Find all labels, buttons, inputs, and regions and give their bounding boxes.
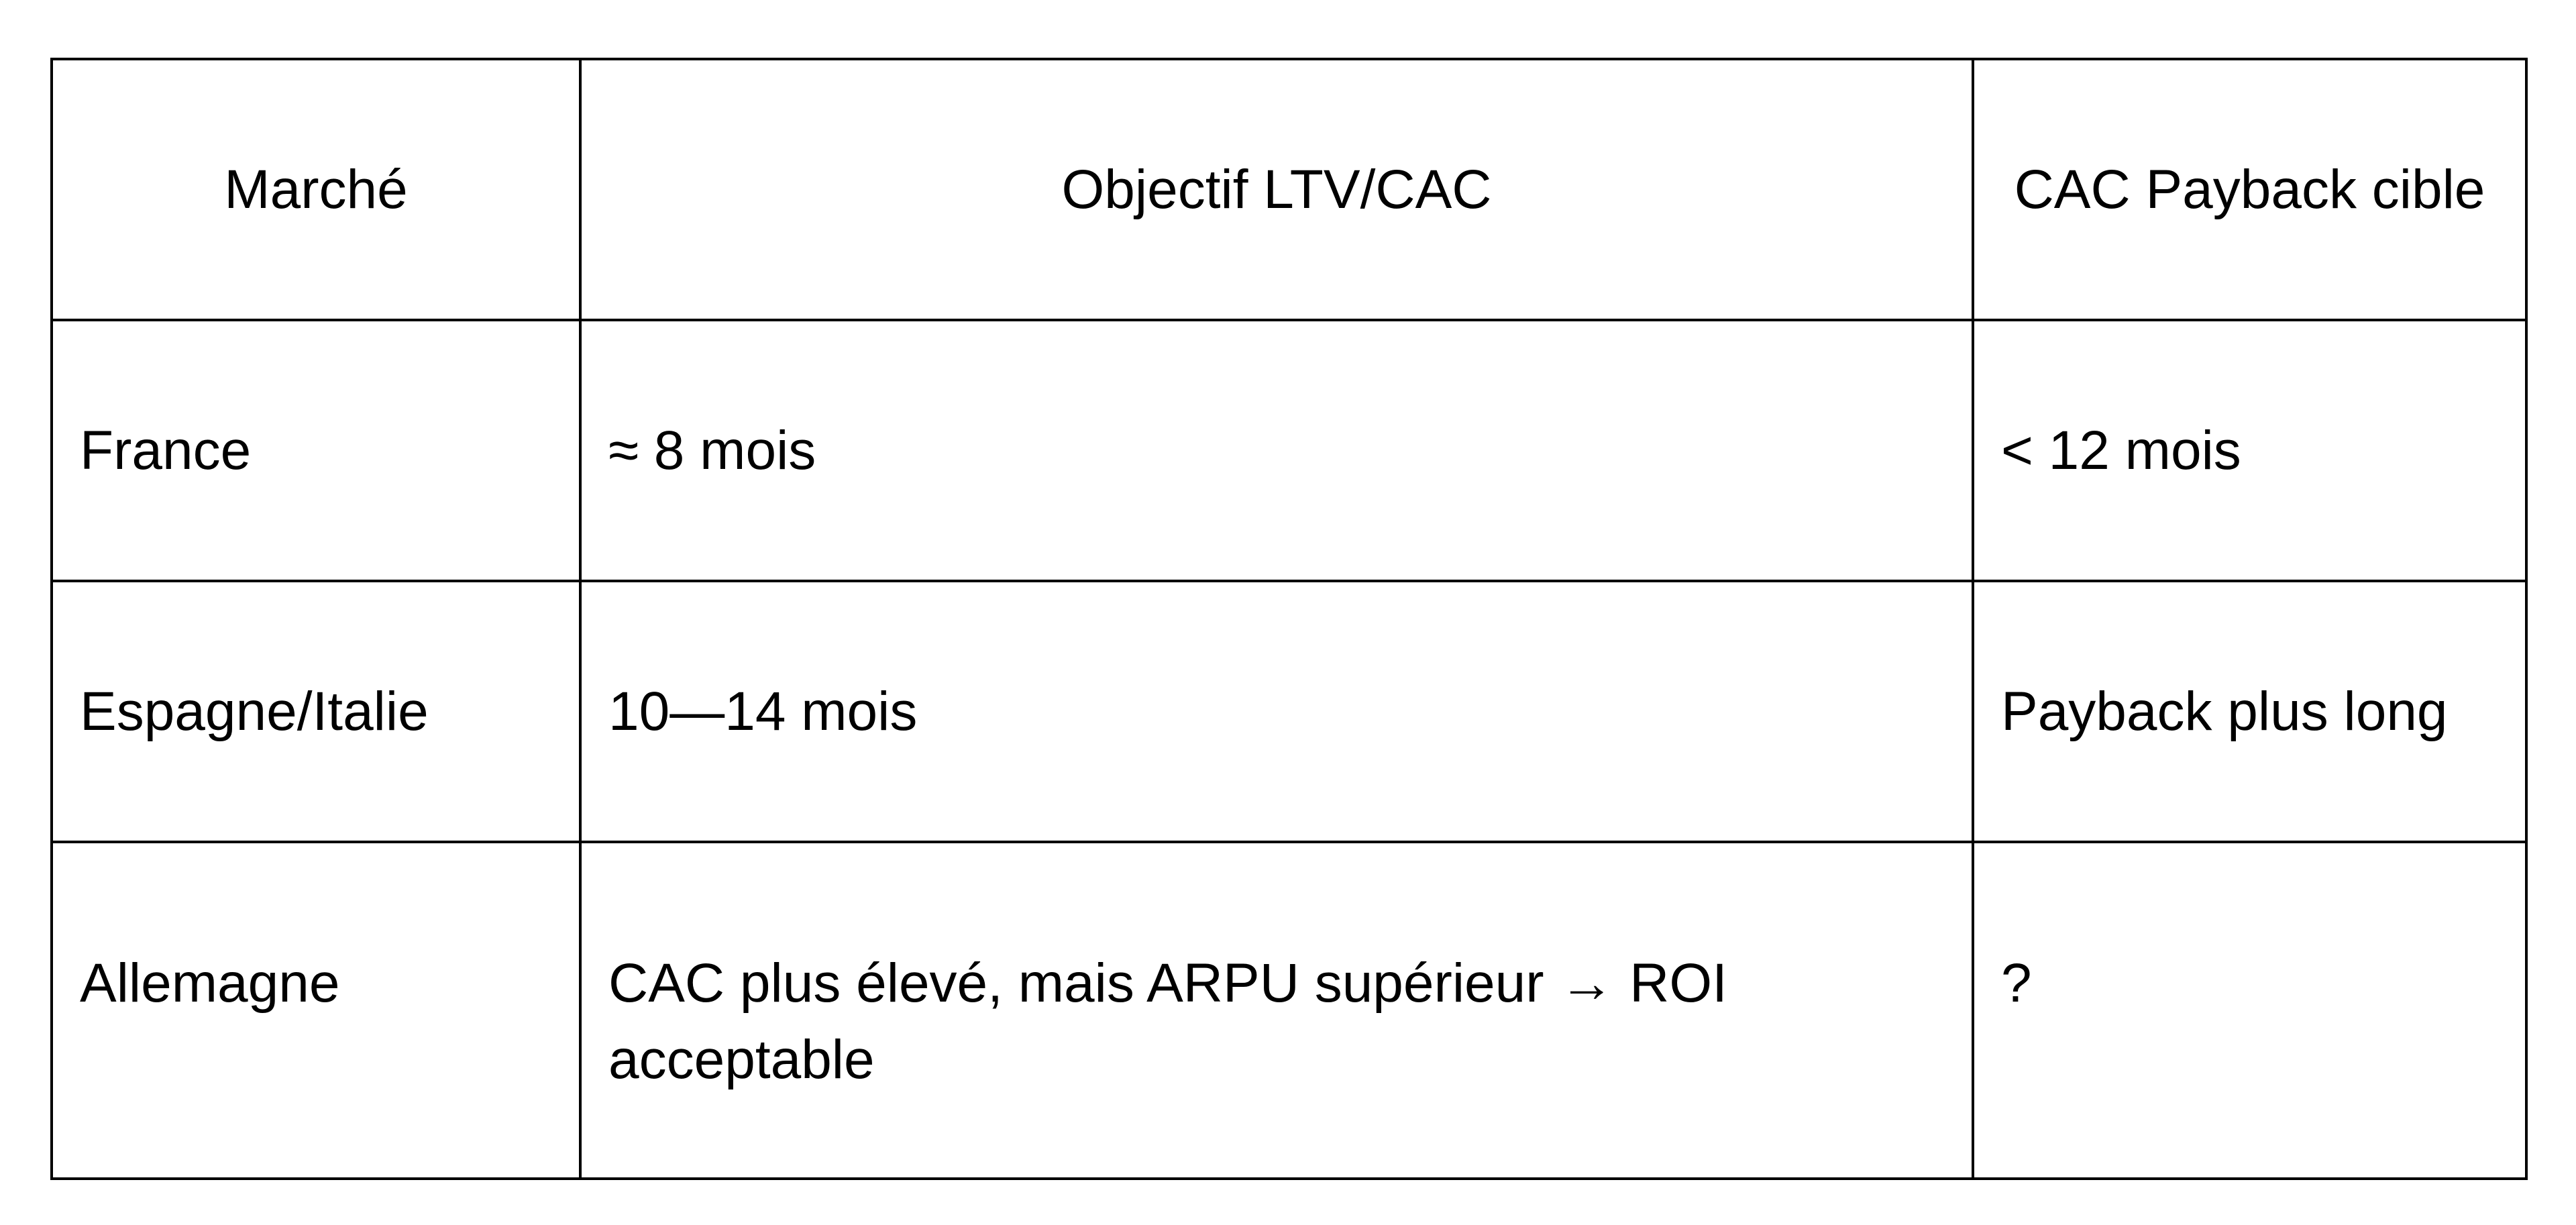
cell-ltv-cac: ≈ 8 mois	[580, 320, 1973, 581]
cell-payback: ?	[1973, 842, 2526, 1179]
cell-market: France	[52, 320, 580, 581]
comparison-table-container	[50, 58, 2528, 1180]
market-comparison-table	[50, 58, 2528, 1180]
table-row	[52, 581, 2526, 842]
table-row	[52, 320, 2526, 581]
header-market: Marché	[52, 59, 580, 320]
cell-ltv-cac: CAC plus élevé, mais ARPU supérieur → ROI acceptable	[580, 842, 1973, 1179]
cell-market: Allemagne	[52, 842, 580, 1179]
cell-payback: Payback plus long	[1973, 581, 2526, 842]
cell-market: Espagne/Italie	[52, 581, 580, 842]
table-header-row	[52, 59, 2526, 320]
header-cac-payback-target: CAC Payback cible	[1973, 59, 2526, 320]
cell-ltv-cac: 10—14 mois	[580, 581, 1973, 842]
cell-payback: < 12 mois	[1973, 320, 2526, 581]
table-row	[52, 842, 2526, 1179]
header-ltv-cac-objective: Objectif LTV/CAC	[580, 59, 1973, 320]
